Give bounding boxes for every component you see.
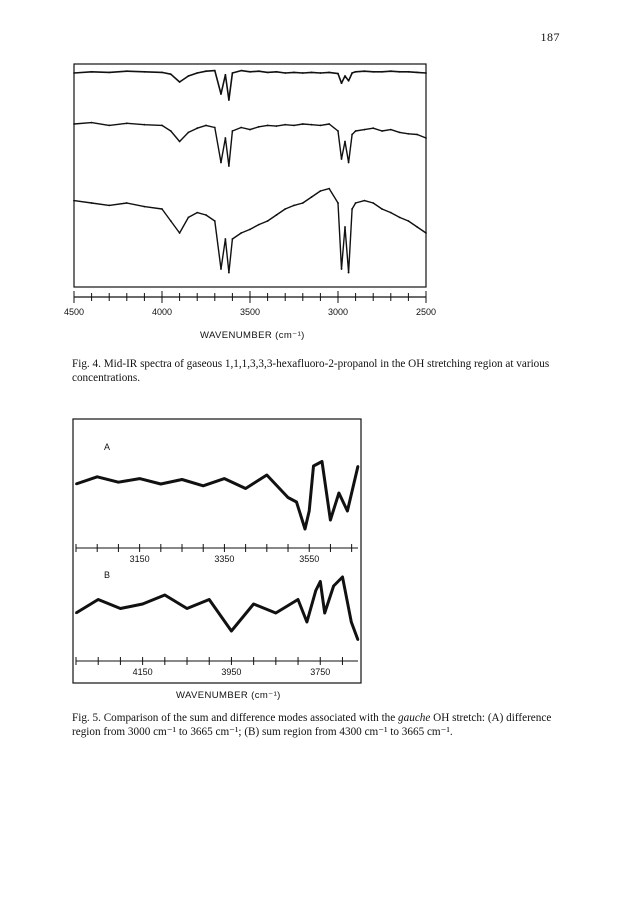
figure-4-tick-label: 4500 <box>63 307 85 317</box>
panel-b-point <box>333 585 335 587</box>
figure-4-point <box>399 217 401 219</box>
panel-a-point <box>357 465 359 467</box>
figure-4-point <box>390 129 392 131</box>
panel-b-trace <box>76 577 358 640</box>
panel-b-point <box>97 599 99 601</box>
figure-4-point <box>91 202 93 204</box>
figure-5-caption-em: gauche <box>398 712 431 724</box>
figure-4-point <box>220 93 222 95</box>
panel-b-point <box>186 608 188 610</box>
page-number: 187 <box>540 30 560 44</box>
figure-4-point <box>161 125 163 127</box>
figure-4-point <box>408 220 410 222</box>
figure-4-point <box>341 268 343 270</box>
figure-4-point <box>399 132 401 134</box>
figure-4-point <box>267 125 269 127</box>
figure-4-point <box>91 122 93 124</box>
figure-4-point <box>108 125 110 127</box>
figure-4-point <box>284 72 286 74</box>
figure-4-point <box>344 226 346 228</box>
figure-4-point <box>232 130 234 132</box>
panel-a-point <box>245 488 247 490</box>
figure-4-point <box>144 206 146 208</box>
figure-4-point <box>302 123 304 125</box>
figure-4-point <box>276 214 278 216</box>
panel-b-point <box>319 581 321 583</box>
figure-4-point <box>214 70 216 72</box>
figure-4-point <box>302 72 304 74</box>
figure-4-point <box>188 217 190 219</box>
figure-4-point <box>293 125 295 127</box>
panel-a-point <box>296 501 298 503</box>
figure-4-point <box>348 80 350 82</box>
figure-4-point <box>196 127 198 129</box>
figure-4-point <box>73 123 75 125</box>
figure-4-point <box>249 129 251 131</box>
figure-4-point <box>390 70 392 72</box>
figure-4-point <box>337 73 339 75</box>
figure-5-frame <box>73 419 361 683</box>
panel-a-trace <box>76 462 358 530</box>
panel-a-point <box>346 510 348 512</box>
figure-4-point <box>416 134 418 136</box>
figure-4-tick-label: 2500 <box>415 307 437 317</box>
figure-4-point <box>205 125 207 127</box>
figure-4-point <box>348 162 350 164</box>
figure-4-trace-1 <box>74 71 426 100</box>
panel-b-point <box>119 608 121 610</box>
figure-4-tick-label: 4000 <box>151 307 173 317</box>
panel-a-point <box>329 519 331 521</box>
panel-b-point <box>142 603 144 605</box>
figure-4-point <box>205 70 207 72</box>
figure-4-spectra <box>63 60 440 317</box>
figure-4-point <box>311 72 313 74</box>
panel-b-point <box>324 612 326 614</box>
figure-4-point <box>320 72 322 74</box>
panel-a-point <box>160 483 162 485</box>
panel-b-tick-label: 3750 <box>310 667 331 677</box>
figure-4-point <box>337 130 339 132</box>
panel-a-point <box>223 478 225 480</box>
panel-b-point <box>315 590 317 592</box>
panel-a-tick-label: 3150 <box>129 554 150 564</box>
figure-4-tick-label: 3500 <box>239 307 261 317</box>
figure-4-point <box>228 99 230 101</box>
figure-4-point <box>214 220 216 222</box>
figure-5-caption-pre: Fig. 5. Comparison of the sum and difference modes associated with the <box>72 712 399 724</box>
panel-a-point <box>287 497 289 499</box>
figure-4-point <box>205 214 207 216</box>
figure-4-point <box>320 190 322 192</box>
figure-4-point <box>91 71 93 73</box>
figure-4-tick-label: 3000 <box>327 307 349 317</box>
figure-4-point <box>344 141 346 143</box>
figure-4-point <box>232 72 234 74</box>
figure-4-point <box>170 130 172 132</box>
figure-4-point <box>302 202 304 204</box>
figure-4-point <box>108 205 110 207</box>
panel-a-point <box>308 510 310 512</box>
panel-b-point <box>341 576 343 578</box>
figure-4-point <box>258 70 260 72</box>
figure-4-point <box>372 71 374 73</box>
figure-5-panels <box>72 418 364 688</box>
panel-a-label: A <box>104 442 111 452</box>
figure-4-point <box>144 124 146 126</box>
figure-4-point <box>196 212 198 214</box>
figure-4-point <box>348 272 350 274</box>
panel-b-point <box>208 599 210 601</box>
figure-5-xlabel: WAVENUMBER (cm⁻¹) <box>176 690 281 701</box>
panel-a-point <box>321 461 323 463</box>
figure-4-point <box>214 127 216 129</box>
panel-b-point <box>164 594 166 596</box>
figure-4-point <box>284 124 286 126</box>
figure-4-point <box>355 130 357 132</box>
figure-4-point <box>73 200 75 202</box>
figure-4-point <box>276 125 278 127</box>
figure-4-point <box>258 126 260 128</box>
figure-4-point <box>364 70 366 72</box>
panel-b-point <box>75 612 77 614</box>
panel-b-point <box>297 599 299 601</box>
figure-4-point <box>170 73 172 75</box>
figure-4-point <box>311 124 313 126</box>
panel-a-point <box>266 474 268 476</box>
figure-4-point <box>220 162 222 164</box>
figure-4-point <box>126 70 128 72</box>
panel-a-point <box>338 492 340 494</box>
figure-4-point <box>228 272 230 274</box>
panel-b-point <box>350 621 352 623</box>
panel-a-point <box>139 478 141 480</box>
panel-a-point <box>312 465 314 467</box>
figure-4-point <box>228 165 230 167</box>
figure-4-point <box>351 72 353 74</box>
figure-4-point <box>293 205 295 207</box>
figure-4-point <box>372 127 374 129</box>
figure-4-point <box>337 202 339 204</box>
figure-4-point <box>416 72 418 74</box>
figure-4-point <box>267 220 269 222</box>
figure-4-point <box>126 202 128 204</box>
figure-4-point <box>170 220 172 222</box>
figure-4-point <box>372 202 374 204</box>
panel-a-point <box>304 528 306 530</box>
figure-4-point <box>224 137 226 139</box>
figure-4-point <box>258 224 260 226</box>
figure-4-point <box>224 238 226 240</box>
figure-4-point <box>161 208 163 210</box>
figure-4-point <box>179 81 181 83</box>
panel-a-point <box>117 481 119 483</box>
panel-b-tick-label: 3950 <box>221 667 242 677</box>
figure-4-point <box>425 72 427 74</box>
figure-4-point <box>224 74 226 76</box>
figure-4-point <box>220 268 222 270</box>
figure-4-point <box>196 72 198 74</box>
figure-4-point <box>179 141 181 143</box>
figure-4-point <box>249 71 251 73</box>
panel-b-label: B <box>104 570 111 580</box>
figure-4-point <box>232 238 234 240</box>
figure-4-point <box>425 232 427 234</box>
figure-4-xlabel: WAVENUMBER (cm⁻¹) <box>200 330 305 341</box>
figure-4-point <box>73 72 75 74</box>
figure-4-point <box>328 188 330 190</box>
figure-4-point <box>399 71 401 73</box>
figure-4-point <box>408 71 410 73</box>
figure-4-point <box>351 134 353 136</box>
figure-4-point <box>284 208 286 210</box>
figure-4-point <box>320 125 322 127</box>
figure-4-point <box>240 127 242 129</box>
figure-4-point <box>276 71 278 73</box>
figure-4-point <box>249 229 251 231</box>
figure-4-point <box>381 208 383 210</box>
panel-a-tick-label: 3350 <box>214 554 235 564</box>
figure-4-point <box>240 232 242 234</box>
figure-4-point <box>267 72 269 74</box>
figure-4-point <box>381 130 383 132</box>
panel-a-point <box>181 479 183 481</box>
figure-4-point <box>351 208 353 210</box>
figure-4-point <box>188 75 190 77</box>
panel-b-point <box>230 630 232 632</box>
figure-4-point <box>425 137 427 139</box>
figure-4-point <box>240 70 242 72</box>
figure-5-caption <box>72 712 554 739</box>
figure-4-point <box>364 200 366 202</box>
figure-4-point <box>364 129 366 131</box>
figure-4-trace-3 <box>74 189 426 273</box>
panel-a-point <box>75 483 77 485</box>
figure-4-point <box>126 122 128 124</box>
panel-a-tick-label: 3550 <box>299 554 320 564</box>
figure-4-point <box>355 71 357 73</box>
panel-b-point <box>306 621 308 623</box>
panel-b-point <box>253 603 255 605</box>
figure-4-point <box>390 212 392 214</box>
figure-4-point <box>341 82 343 84</box>
figure-4-point <box>108 72 110 74</box>
figure-4-point <box>344 75 346 77</box>
figure-4-point <box>144 71 146 73</box>
figure-4-point <box>328 72 330 74</box>
figure-4-point <box>416 226 418 228</box>
figure-5-caption-post: OH stretch: (A) difference region from 3000 cm⁻¹ to 3665 cm⁻¹; (B) sum region from 4300 cm⁻¹ to 3665 cm⁻¹. <box>72 712 552 738</box>
figure-4-point <box>179 232 181 234</box>
panel-b-point <box>275 612 277 614</box>
figure-4-point <box>293 72 295 74</box>
figure-4-point <box>328 123 330 125</box>
figure-4-point <box>341 158 343 160</box>
panel-b-tick-label: 4150 <box>132 667 153 677</box>
panel-b-point <box>357 639 359 641</box>
figure-4-point <box>188 132 190 134</box>
figure-4-point <box>408 133 410 135</box>
figure-4-point <box>355 202 357 204</box>
panel-a-point <box>202 485 204 487</box>
figure-4-point <box>311 196 313 198</box>
panel-a-point <box>96 476 98 478</box>
figure-4-point <box>381 71 383 73</box>
figure-4-frame <box>74 64 426 287</box>
figure-4-caption: Fig. 4. Mid-IR spectra of gaseous 1,1,1,3,3,3-hexafluoro-2-propanol in the OH stretching region at various concentrations. <box>72 358 550 384</box>
figure-4-point <box>161 72 163 74</box>
